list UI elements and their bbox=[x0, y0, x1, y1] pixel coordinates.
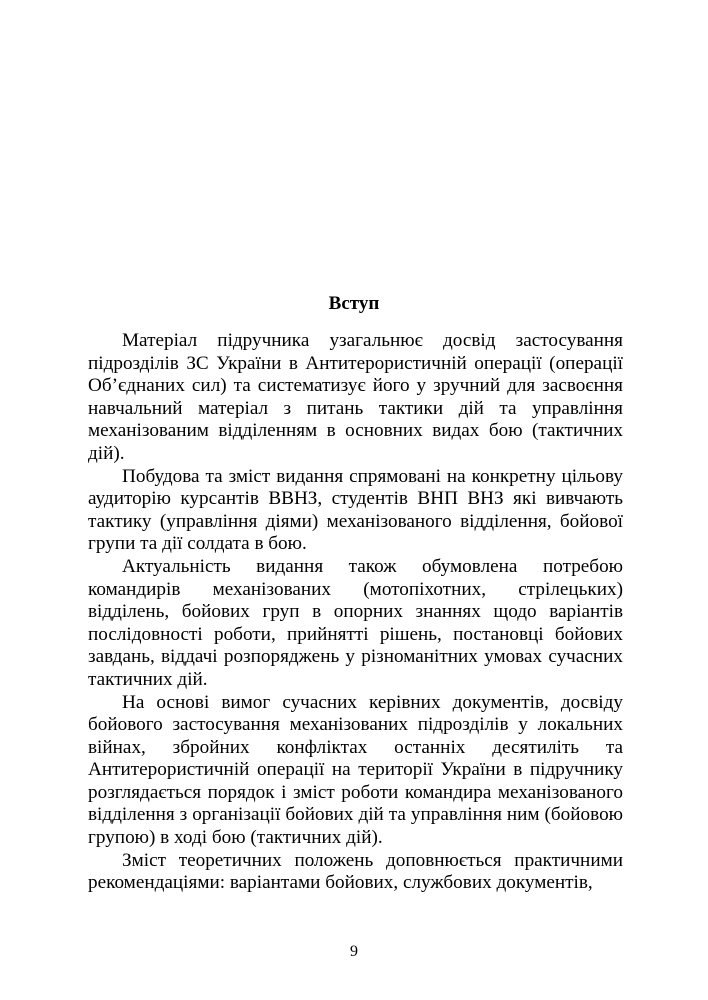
paragraph: Побудова та зміст видання спрямовані на конкретну цільову аудиторію курсантів ВВНЗ, студентів ВНП ВНЗ які вивчають тактику (управління діями) механізованого відділення, бойової групи та дії солдата в бою. bbox=[88, 465, 623, 555]
paragraph: На основі вимог сучасних керівних документів, досвіду бойового застосування механізованих підрозділів у локальних війнах, збройних конфліктах останніх десятиліть та Антитерористичній операції на території України в підручнику розглядається порядок і зміст роботи командира механізованого відділення з організації бойових дій та управління ним (бойовою групою) в ході бою (тактичних дій). bbox=[88, 691, 623, 849]
paragraph: Матеріал підручника узагальнює досвід застосування підрозділів ЗС України в Антитерористичній операції (операції Об’єднаних сил) та систематизує його у зручний для засвоєння навчальний матеріал з питань тактики дій та управління механізованим відділенням в основних видах бою (тактичних дій). bbox=[88, 330, 623, 464]
paragraph: Актуальність видання також обумовлена потребою командирів механізованих (мотопіхотних, стрілецьких) відділень, бойових груп в опорних знаннях щодо варіантів послідовності роботи, прийнятті рішень, постановці бойових завдань, віддачі розпоряджень у різноманітних умовах сучасних тактичних дій. bbox=[88, 555, 623, 690]
body-text bbox=[88, 330, 623, 895]
section-heading: Вступ bbox=[328, 293, 380, 314]
paragraph: Зміст теоретичних положень доповнюється практичними рекомендаціями: варіантами бойових, службових документів, bbox=[88, 849, 623, 894]
page-number: 9 bbox=[350, 943, 358, 960]
